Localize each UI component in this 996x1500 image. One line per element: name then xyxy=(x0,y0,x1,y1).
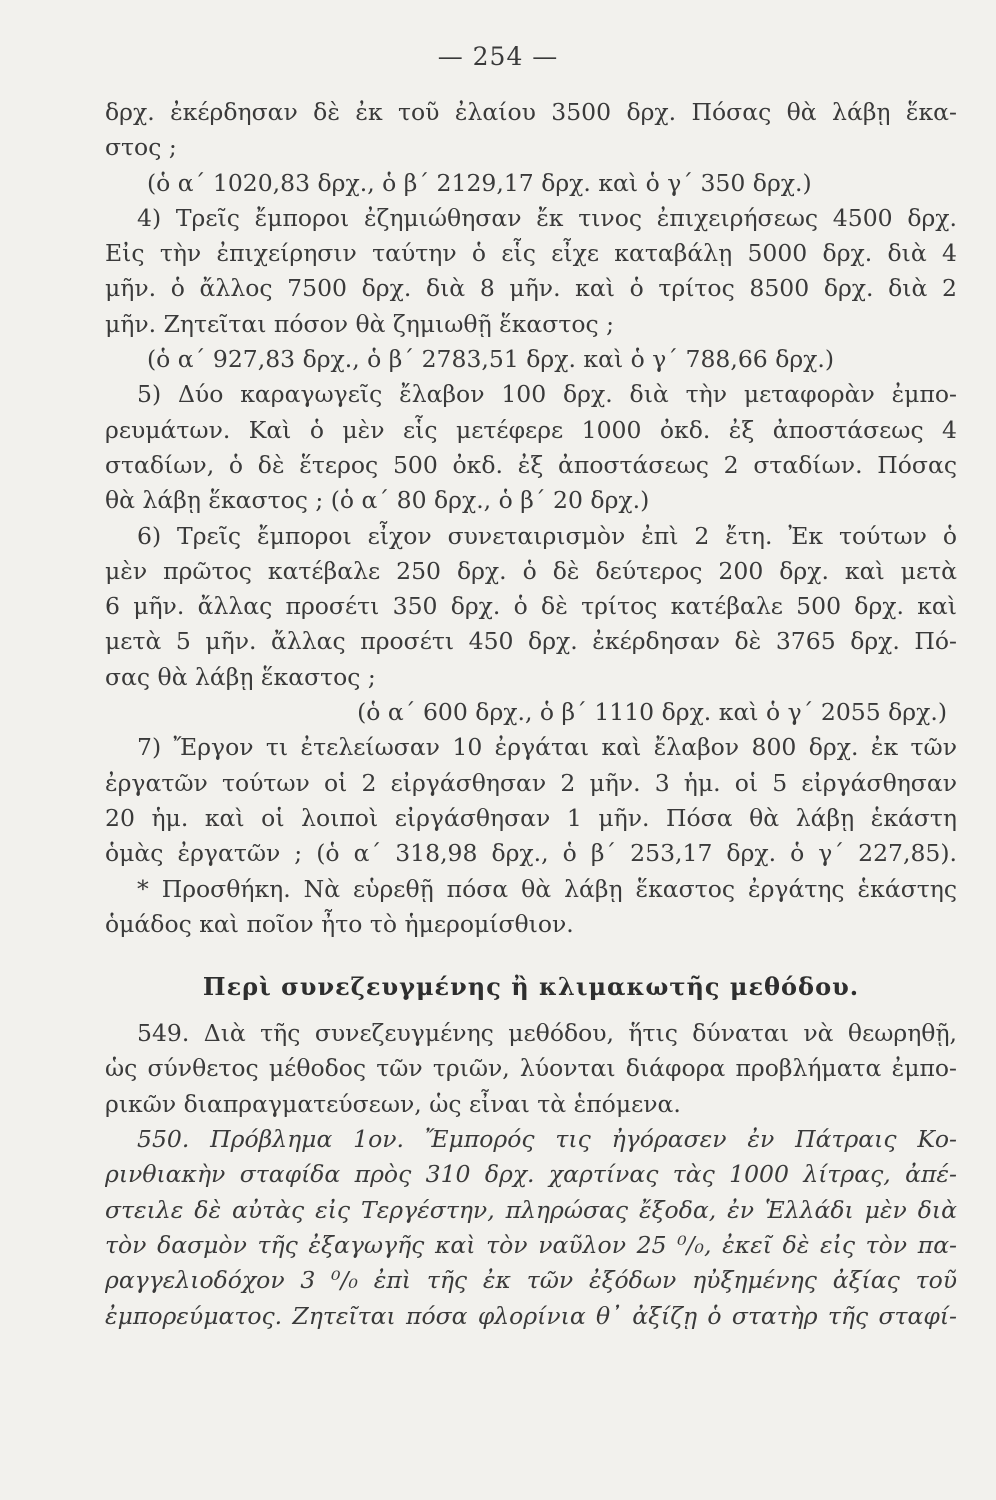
answer-line: (ὁ α΄ 1020,83 δρχ., ὁ β΄ 2129,17 δρχ. καὶ ὁ γ΄ 350 δρχ.) xyxy=(147,168,812,197)
problem-start-line: 5) Δύο καραγωγεῖς ἔλαβον 100 δρχ. διὰ τὴν μεταφορὰν ἐμπο- xyxy=(137,380,957,409)
addendum-line: * Προσθήκη. Νὰ εὑρεθῇ πόσα θὰ λάβῃ ἕκαστος ἐργάτης ἑκάστης xyxy=(137,874,957,903)
text-line: μῆν. ὁ ἄλλος 7500 δρχ. διὰ 8 μῆν. καὶ ὁ τρίτος 8500 δρχ. διὰ 2 xyxy=(105,274,957,303)
text-line: 20 ἡμ. καὶ οἱ λοιποὶ εἰργάσθησαν 1 μῆν. Πόσα θὰ λάβῃ ἑκάστη xyxy=(105,803,957,832)
section-heading: Περὶ συνεζευγμένης ἢ κλιμακωτῆς μεθόδου. xyxy=(202,972,860,1002)
text-line: τὸν δασμὸν τῆς ἐξαγωγῆς καὶ τὸν ναῦλον 25 ⁰/₀, ἐκεῖ δὲ εἰς τὸν πα- xyxy=(105,1230,957,1259)
text-line: στος ; xyxy=(105,133,177,162)
text-line: μετὰ 5 μῆν. ἄλλας προσέτι 450 δρχ. ἐκέρδησαν δὲ 3765 δρχ. Πό- xyxy=(105,627,957,656)
text-line: ὁμὰς ἐργατῶν ; (ὁ α΄ 318,98 δρχ., ὁ β΄ 253,17 δρχ. ὁ γ΄ 227,85). xyxy=(105,839,957,868)
text-line: μῆν. Ζητεῖται πόσον θὰ ζημιωθῇ ἕκαστος ; xyxy=(105,309,615,338)
text-line: ραγγελιοδόχον 3 ⁰/₀ ἐπὶ τῆς ἐκ τῶν ἐξόδων ηὐξημένης ἀξίας τοῦ xyxy=(105,1266,957,1295)
text-line: σταδίων, ὁ δὲ ἕτερος 500 ὀκδ. ἐξ ἀποστάσεως 2 σταδίων. Πόσας xyxy=(105,450,957,479)
text-line: ὡς σύνθετος μέθοδος τῶν τριῶν, λύονται διάφορα προβλήματα ἐμπο- xyxy=(105,1054,957,1083)
problem-start-line: 550. Πρόβλημα 1ον. Ἔμπορός τις ἠγόρασεν ἐν Πάτραις Κο- xyxy=(137,1125,957,1154)
text-line: θὰ λάβῃ ἕκαστος ; (ὁ α΄ 80 δρχ., ὁ β΄ 20 δρχ.) xyxy=(105,486,650,515)
text-line: ρινθιακὴν σταφίδα πρὸς 310 δρχ. χαρτίνας τὰς 1000 λίτρας, ἀπέ- xyxy=(105,1160,957,1189)
text-line: Εἰς τὴν ἐπιχείρησιν ταύτην ὁ εἷς εἶχε καταβάλῃ 5000 δρχ. διὰ 4 xyxy=(105,239,957,268)
text-line: στειλε δὲ αὐτὰς εἰς Τεργέστην, πληρώσας ἔξοδα, ἐν Ἑλλάδι μὲν διὰ xyxy=(105,1195,957,1224)
problem-start-line: 7) Ἔργον τι ἐτελείωσαν 10 ἐργάται καὶ ἔλαβον 800 δρχ. ἐκ τῶν xyxy=(137,733,957,762)
text-line: ρικῶν διαπραγματεύσεων, ὡς εἶναι τὰ ἑπόμενα. xyxy=(105,1089,681,1118)
answer-line: (ὁ α΄ 927,83 δρχ., ὁ β΄ 2783,51 δρχ. καὶ ὁ γ΄ 788,66 δρχ.) xyxy=(147,345,835,374)
problem-start-line: 4) Τρεῖς ἔμποροι ἐζημιώθησαν ἔκ τινος ἐπιχειρήσεως 4500 δρχ. xyxy=(137,203,957,232)
text-line: ἐργατῶν τούτων οἱ 2 εἰργάσθησαν 2 μῆν. 3 ἡμ. οἱ 5 εἰργάσθησαν xyxy=(105,768,957,797)
problem-start-line: 6) Τρεῖς ἔμποροι εἶχον συνεταιρισμὸν ἐπὶ 2 ἔτη. Ἐκ τούτων ὁ xyxy=(137,521,957,550)
paragraph-start-line: 549. Διὰ τῆς συνεζευγμένης μεθόδου, ἥτις δύναται νὰ θεωρηθῇ, xyxy=(137,1019,957,1048)
page-text xyxy=(105,95,957,1334)
text-line: σας θὰ λάβῃ ἕκαστος ; xyxy=(105,662,376,691)
answer-line: (ὁ α΄ 600 δρχ., ὁ β΄ 1110 δρχ. καὶ ὁ γ΄ 2055 δρχ.) xyxy=(357,698,947,727)
text-line: 6 μῆν. ἄλλας προσέτι 350 δρχ. ὁ δὲ τρίτος κατέβαλε 500 δρχ. καὶ xyxy=(105,592,957,621)
text-line: ὁμάδος καὶ ποῖον ἦτο τὸ ἡμερομίσθιον. xyxy=(105,909,574,938)
text-line: ἐμπορεύματος. Ζητεῖται πόσα φλορίνια θ᾽ ἀξίζῃ ὁ στατὴρ τῆς σταφί- xyxy=(105,1301,957,1330)
text-line: μὲν πρῶτος κατέβαλε 250 δρχ. ὁ δὲ δεύτερος 200 δρχ. καὶ μετὰ xyxy=(105,556,957,585)
page-number: — 254 — xyxy=(437,42,559,71)
text-line: δρχ. ἐκέρδησαν δὲ ἐκ τοῦ ἐλαίου 3500 δρχ. Πόσας θὰ λάβῃ ἕκα- xyxy=(105,98,957,126)
text-line: ρευμάτων. Καὶ ὁ μὲν εἷς μετέφερε 1000 ὀκδ. ἐξ ἀποστάσεως 4 xyxy=(105,415,957,444)
